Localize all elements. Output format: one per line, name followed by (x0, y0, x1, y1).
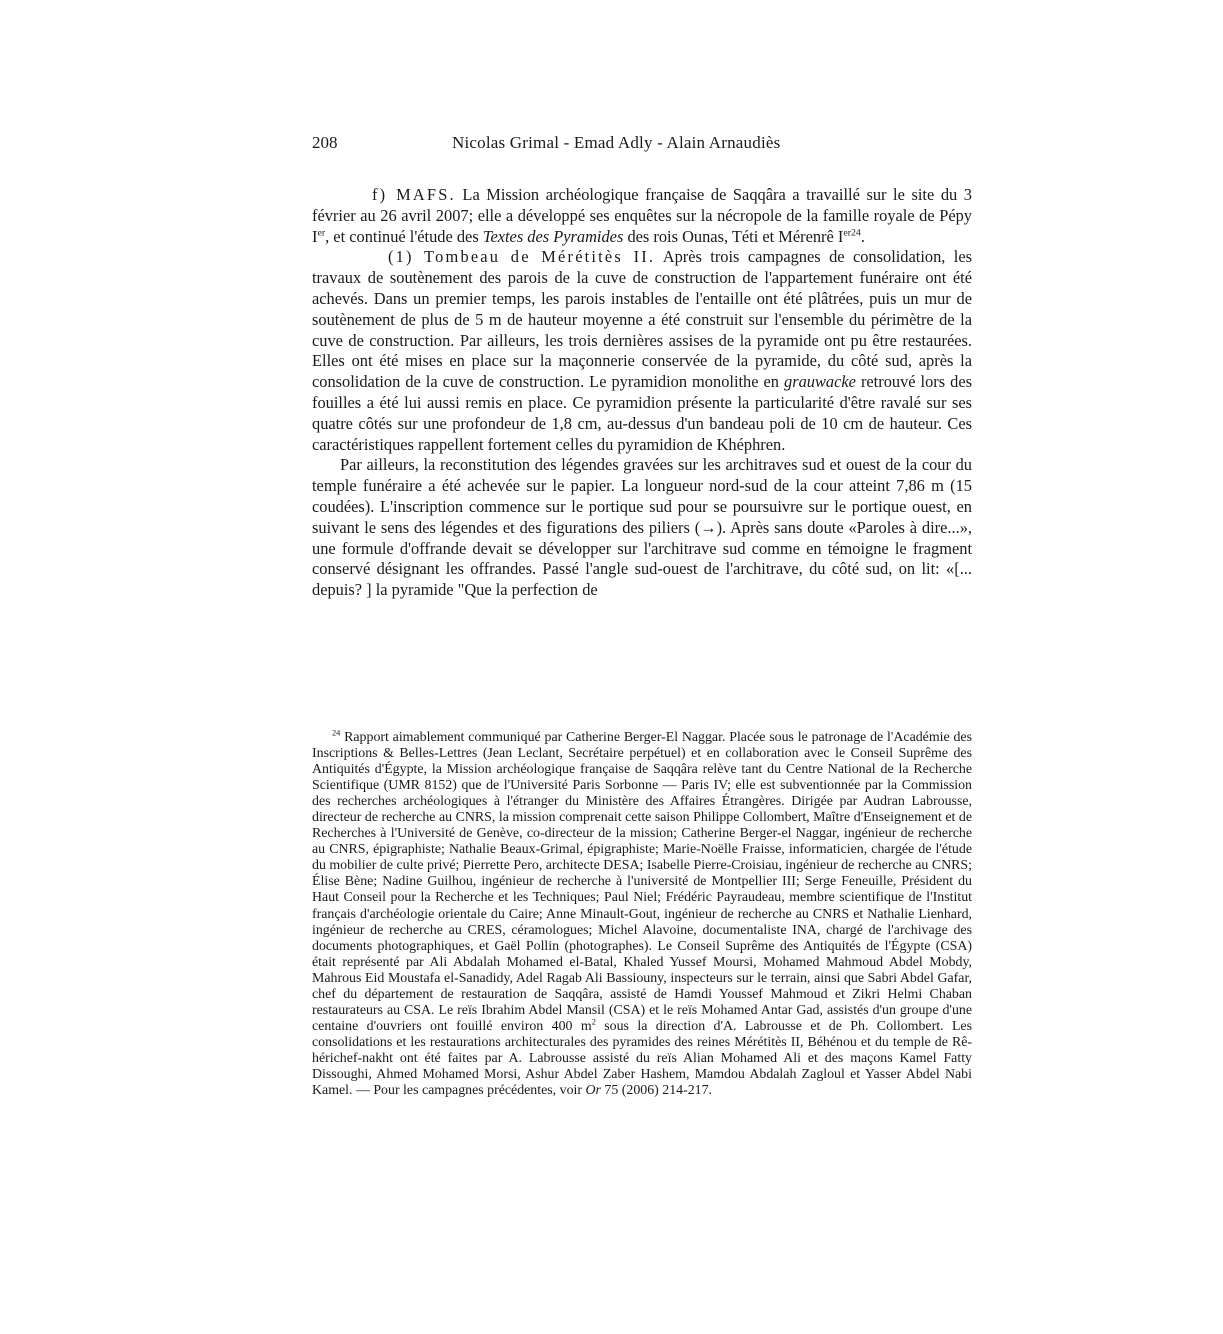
paragraph-text: Après trois campagnes de consolidation, les travaux de soutènement des parois de la cuve de construction de l'appartement funéraire ont été achevés. Dans un premier temps, les parois instables de l'entaille ont été plâtrées, puis un mur de soutènement de plus de 5 m de hauteur moyenne a été construit sur l'ensemble du périmètre de la cuve de construction. Par ailleurs, les trois dernières assises de la pyramide ont pu être restaurées. Elles ont été mises en place sur la maçonnerie conservée de la pyramide, du côté sud, après la consolidation de la cuve de construction. Le pyramidion monolithe en (312, 247, 972, 392)
paragraph-text: , et continué l'étude des (325, 226, 483, 246)
paragraph-text: La Mission archéologique française de Saqqâra a travaillé sur le site du 3 février au 26 avril 2007; elle a développé ses enquêtes sur la nécropole de la famille royale de Pépy I (312, 185, 972, 246)
footnotes (312, 730, 972, 1099)
superscript: er (317, 227, 326, 239)
italic-journal: Or (585, 1083, 601, 1099)
page-number: 208 (312, 133, 338, 152)
italic-term: grauwacke (784, 372, 856, 392)
paragraph-text: des rois Ounas, Téti et Mérenrê I (623, 226, 844, 246)
running-head: Nicolas Grimal - Emad Adly - Alain Arnaudiès (452, 133, 781, 152)
paragraph-text: retrouvé lors des fouilles a été lui aussi remis en place. Ce pyramidion présente la particularité d'être ravalé sur ses quatre côtés sur une profondeur de 1,8 cm, au-dessus d'un bandeau poli de 10 cm de hauteur. Ces caractéristiques rappellent fortement celles du pyramidion de Khéphren. (312, 372, 972, 454)
superscript: 2 (591, 1017, 596, 1027)
footnote-text: 75 (2006) 214-217. (600, 1083, 713, 1099)
paragraph-architraves: Par ailleurs, la reconstitution des légendes gravées sur les architraves sud et ouest de la cour du temple funéraire a été achevée sur le papier. La longueur nord-sud de la cour atteint 7,86 m (15 coudées). L'inscription commence sur le portique sud pour se poursuivre sur le portique ouest, en suivant le sens des légendes et des figurations des piliers (→). Après sans doute «Paroles à dire...», une formule d'offrande devait se développer sur l'architrave sud comme en témoigne le fragment conservé désignant les offrandes. Passé l'angle sud-ouest de l'architrave, du côté sud, on lit: «[... depuis? ] la pyramide "Que la perfection de (312, 455, 972, 600)
footnote-text: Rapport aimablement communiqué par Catherine Berger-El Naggar. Placée sous le patronage de l'Académie des Inscriptions & Belles-Lettres (Jean Leclant, Secrétaire perpétuel) et en collaboration avec le Conseil Suprême des Antiquités d'Égypte, la Mission archéologique française de Saqqâra relève tant du Centre National de la Recherche Scientifique (UMR 8152) que de l'Université Paris Sorbonne — Paris IV; elle est subventionnée par la Commission des recherches archéologiques à l'étranger du Ministère des Affaires Étrangères. Dirigée par Audran Labrousse, directeur de recherche au CNRS, la mission comprenait cette saison Philippe Collombert, Maître d'Enseignement et de Recherches à l'Université de Genève, co-directeur de la mission; Catherine Berger-el Naggar, ingénieur de recherche au CNRS, épigraphiste; Nathalie Beaux-Grimal, épigraphiste; Marie-Noëlle Fraisse, informaticien, chargée de l'étude du mobilier de culte privé; Pierrette Pero, architecte DESA; Isabelle Pierre-Croisiau, ingénieur de recherche au CNRS; Élise Bène; Nadine Guilhou, ingénieur de recherche à l'université de Montpellier III; Serge Feneuille, Président du Haut Conseil pour la Recherche et les Techniques; Paul Niel; Frédéric Payraudeau, membre scientifique de l'Institut français d'archéologie orientale du Caire; Anne Minault-Gout, ingénieur de recherche au CNRS et Nathalie Lienhard, ingénieur de recherche au CRES, céramologues; Michel Alavoine, documentaliste INA, chargé de l'archivage des documents photographiques, et Gaël Pollin (photographes). Le Conseil Suprême des Antiquités de l'Égypte (CSA) était représenté par Ali Abdalah Mohamed el-Batal, Khaled Yussef Moursi, Mohamed Mahmoud Abdel Mobdy, Mahrous Eid Moustafa el-Sanadidy, Adel Ragab Ali Bassiouny, inspecteurs sur le terrain, ainsi que Sabri Abdel Gafar, chef du département de restauration de Saqqâra, assisté de Hamdi Youssef Mahmoud et Zikri Helmi Chaban restaurateurs au CSA. Le reïs Ibrahim Abdel Mansil (CSA) et le reïs Mohamed Antar Gad, assistés d'un groupe d'une centaine d'ouvriers ont fouillé environ 400 m (312, 730, 972, 1034)
subsection-label: (1) Tombeau de Mérétitès II. (388, 247, 656, 267)
paragraph-text: . (860, 226, 865, 246)
paragraph-tombeau (312, 247, 972, 455)
paragraph-mafs (312, 185, 972, 247)
footnote-number: 24 (332, 728, 341, 738)
section-label: f) MAFS. (372, 185, 456, 204)
footnote-24 (312, 730, 972, 1099)
footnote-ref: er24 (843, 227, 861, 239)
main-text (312, 185, 972, 601)
italic-title: Textes des Pyramides (482, 226, 624, 246)
footnote-text: sous la direction d'A. Labrousse et de Ph. Collombert. Les consolidations et les restaurations architecturales des pyramides des reines Mérétitès II, Béhénou et du temple de Rê-hérichef-nakht ont été faites par A. Labrousse assisté du reïs Alian Mohamed Ali et des maçons Kamel Fatty Dissoughi, Ahmed Mohamed Morsi, Ashur Abdel Zaber Hashem, Mamdou Abdalah Zagloul et Yasser Abdel Nabi Kamel. — Pour les campagnes précédentes, voir (312, 1018, 973, 1099)
